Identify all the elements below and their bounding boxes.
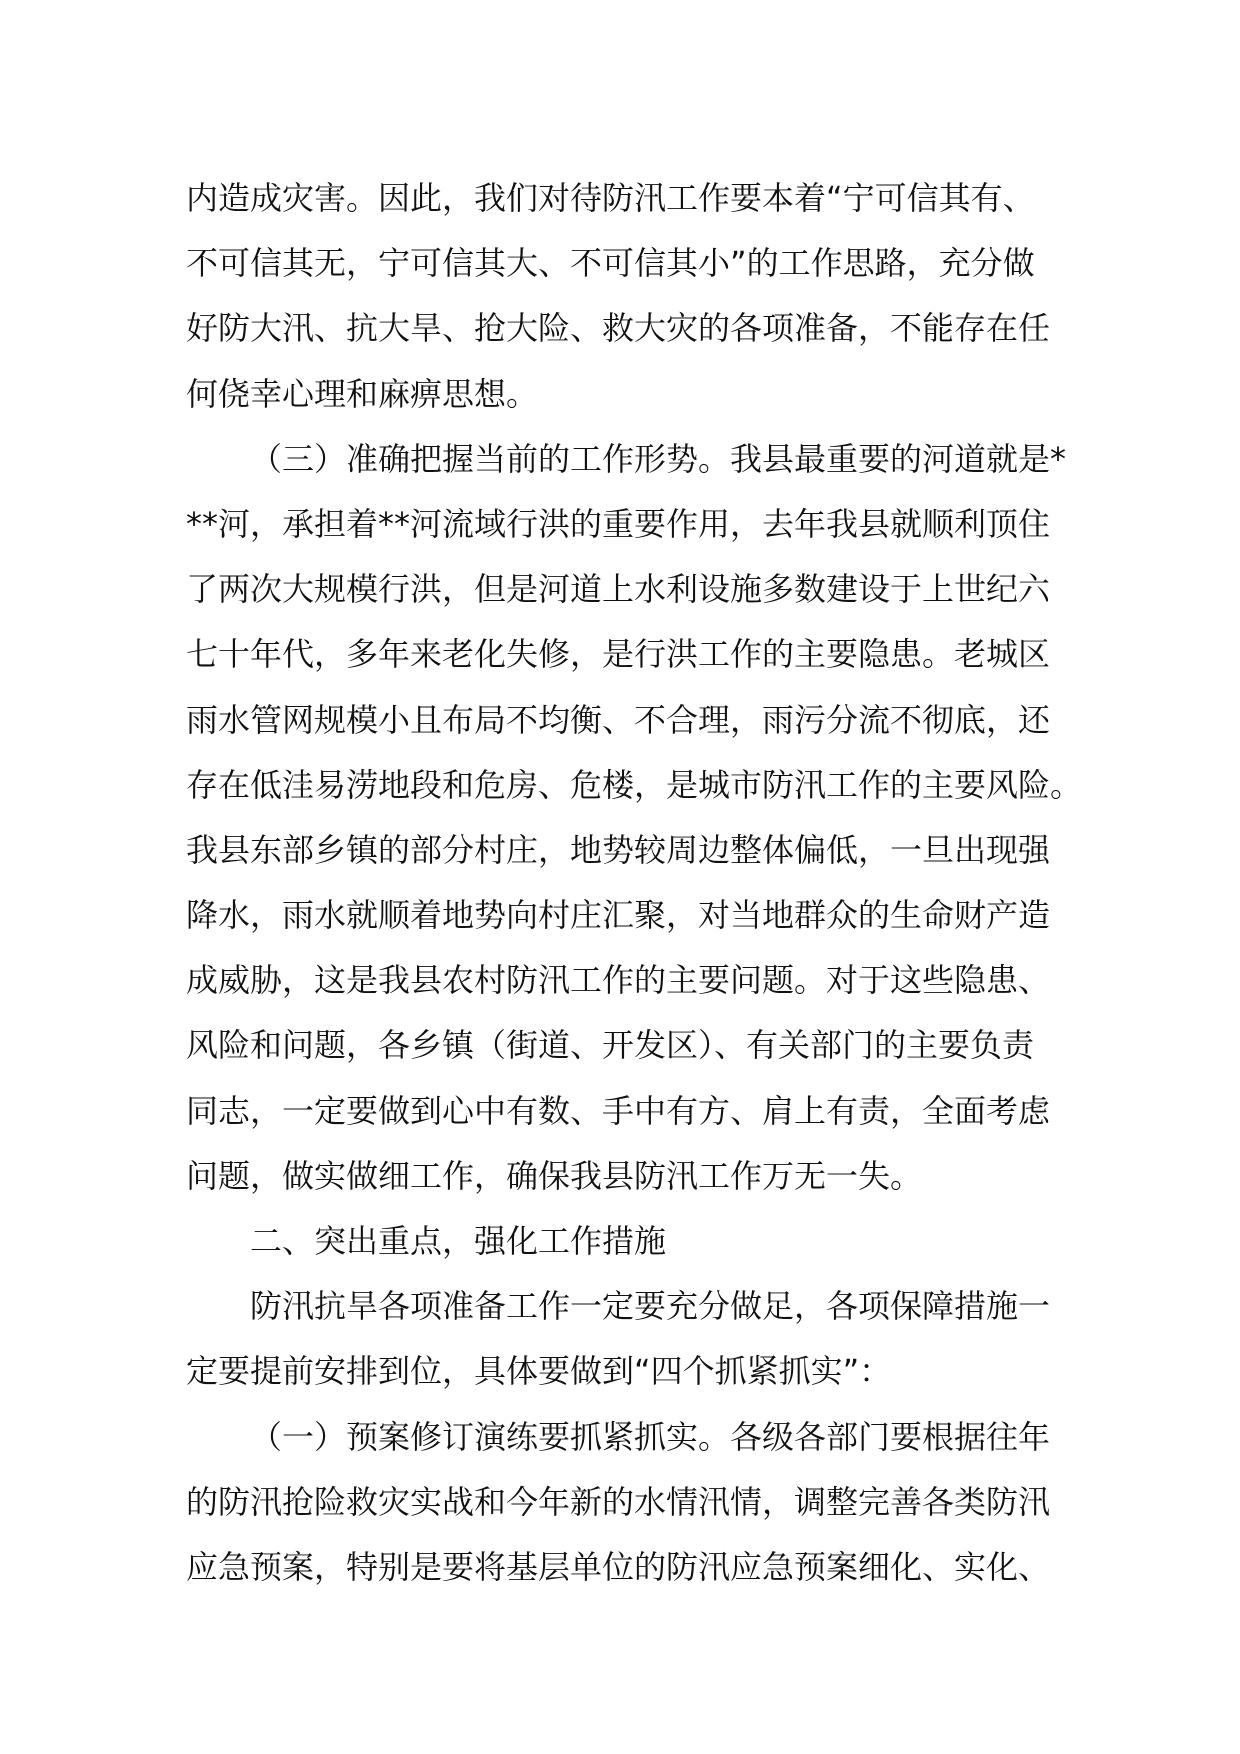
text-line: 降水，雨水就顺着地势向村庄汇聚，对当地群众的生命财产造 [186,896,1051,935]
paragraph-start: 防汛抗旱各项准备工作一定要充分做足，各项保障措施一 [250,1287,1051,1326]
text-line: 定要提前安排到位，具体要做到“四个抓紧抓实”： [186,1352,892,1391]
text-line: 何侥幸心理和麻痹思想。 [186,374,539,413]
text-line: 七十年代，多年来老化失修，是行洪工作的主要隐患。老城区 [186,635,1051,674]
text-line: 问题，做实做细工作，确保我县防汛工作万无一失。 [186,1156,923,1195]
subsection-heading-one: （一）预案修订演练要抓紧抓实。各级各部门要根据往年 [250,1417,1051,1456]
text-line: 了两次大规模行洪，但是河道上水利设施多数建设于上世纪六 [186,570,1051,609]
text-line: 成威胁，这是我县农村防汛工作的主要问题。对于这些隐患、 [186,961,1051,1000]
text-line: **河，承担着**河流域行洪的重要作用，去年我县就顺利顶住 [186,504,1051,543]
text-line: 内造成灾害。因此，我们对待防汛工作要本着“宁可信其有、 [186,179,1035,217]
text-line: 应急预案，特别是要将基层单位的防汛应急预案细化、实化、 [186,1547,1051,1586]
section-heading-two: 二、突出重点，强化工作措施 [250,1222,667,1260]
body-text [186,166,1083,1600]
text-line: 我县东部乡镇的部分村庄，地势较周边整体偏低，一旦出现强 [186,830,1051,869]
text-line: 不可信其无，宁可信其大、不可信其小”的工作思路，充分做 [186,244,1035,283]
section-heading-three: （三）准确把握当前的工作形势。我县最重要的河道就是* [250,439,1067,478]
text-line: 的防汛抢险救灾实战和今年新的水情汛情，调整完善各类防汛 [186,1482,1051,1521]
text-line: 雨水管网规模小且布局不均衡、不合理，雨污分流不彻底，还 [186,700,1051,739]
text-line: 同志，一定要做到心中有数、手中有方、肩上有责，全面考虑 [186,1091,1051,1130]
text-line: 好防大汛、抗大旱、抢大险、救大灾的各项准备，不能存在任 [186,309,1051,348]
text-line: 风险和问题，各乡镇（街道、开发区）、有关部门的主要负责 [186,1026,1035,1065]
text-line: 存在低洼易涝地段和危房、危楼，是城市防汛工作的主要风险。 [186,765,1083,804]
